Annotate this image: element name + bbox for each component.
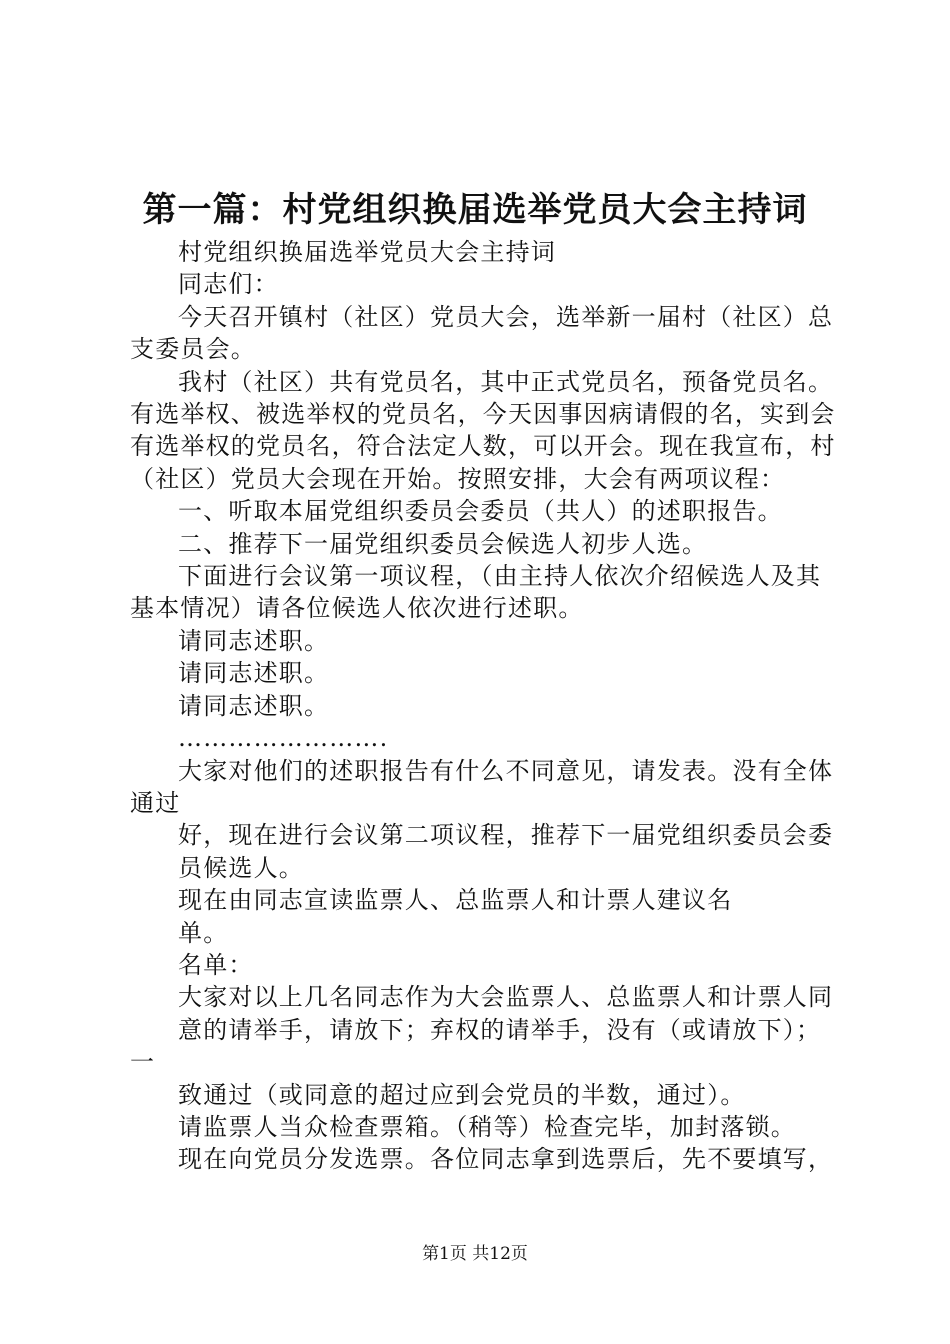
subtitle-paragraph: 村党组织换届选举党员大会主持词 <box>178 238 556 266</box>
body-paragraph: 名单： <box>178 950 254 979</box>
body-paragraph: 好，现在进行会议第二项议程，推荐下一届党组织委员会委 <box>178 821 834 850</box>
page-title: 第一篇：村党组织换届选举党员大会主持词 <box>142 190 808 230</box>
body-paragraph: 下面进行会议第一项议程，（由主持人依次介绍候选人及其基本情况）请各位候选人依次进行述职。 <box>130 562 822 623</box>
body-paragraph: 今天召开镇村（社区）党员大会，选举新一届村（社区）总支委员会。 <box>130 302 834 364</box>
body-paragraph: 大家对他们的述职报告有什么不同意见，请发表。没有全体通过 <box>130 756 834 817</box>
body-paragraph: 请同志述职。 <box>178 626 330 655</box>
body-paragraph: 意的请举手，请放下；弃权的请举手，没有（或请放下）；一 <box>130 1015 822 1077</box>
body-paragraph: 员候选人。 <box>178 853 304 882</box>
body-paragraph: 现在由同志宣读监票人、总监票人和计票人建议名 <box>178 886 733 915</box>
document-body <box>130 236 845 1176</box>
ellipsis-line: ……………………. <box>178 724 389 753</box>
body-paragraph: 现在向党员分发选票。各位同志拿到选票后，先不要填写， <box>178 1145 834 1174</box>
body-paragraph: 单。 <box>178 918 229 947</box>
page-footer: 第1页 共12页 <box>422 1244 528 1264</box>
salutation-paragraph: 同志们： <box>178 270 279 299</box>
body-paragraph: 请同志述职。 <box>178 659 330 688</box>
body-paragraph: 大家对以上几名同志作为大会监票人、总监票人和计票人同 <box>178 983 834 1012</box>
body-paragraph: 请同志述职。 <box>178 691 330 720</box>
body-paragraph: 我村（社区）共有党员名，其中正式党员名，预备党员名。有选举权、被选举权的党员名，今天因事因病请假的名，实到会有选举权的党员名，符合法定人数，可以开会。现在我宣布，村（社区）党员大会现在开始。按照安排，大会有两项议程： <box>130 367 836 493</box>
body-paragraph: 致通过（或同意的超过应到会党员的半数，通过）。 <box>178 1080 746 1109</box>
body-paragraph: 请监票人当众检查票箱。（稍等）检查完毕，加封落锁。 <box>178 1112 796 1141</box>
agenda-item: 一、听取本届党组织委员会委员（共人）的述职报告。 <box>178 497 783 526</box>
agenda-item: 二、推荐下一届党组织委员会候选人初步人选。 <box>178 529 708 558</box>
